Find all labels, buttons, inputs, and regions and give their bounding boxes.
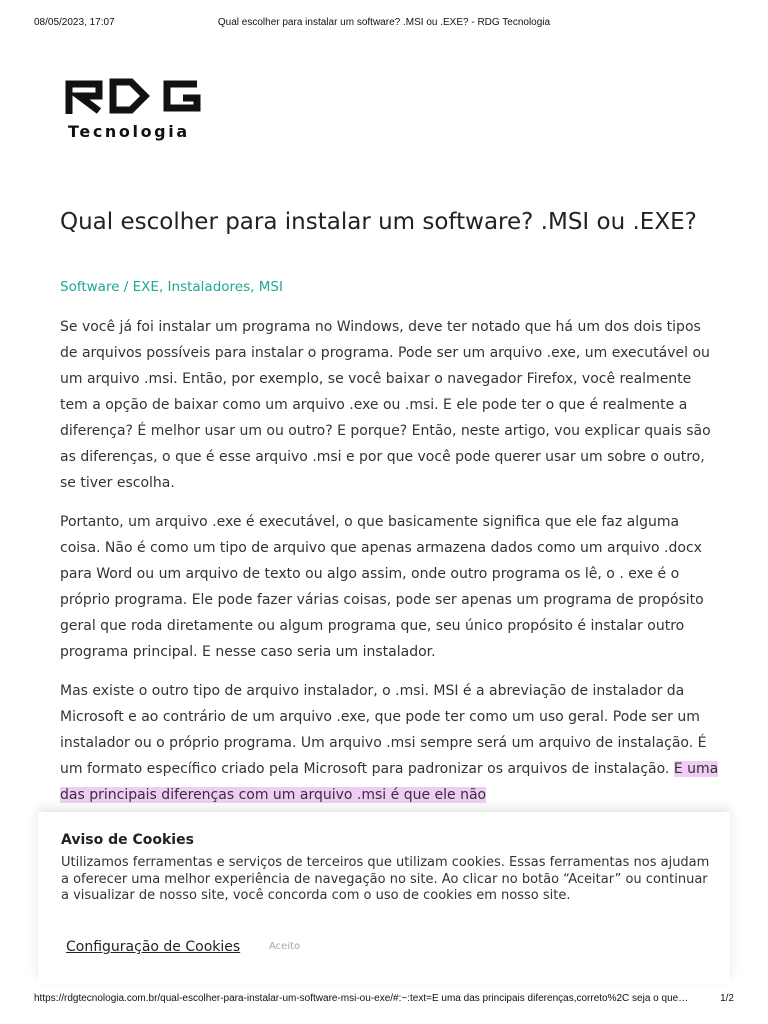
article-categories: Software / EXE, Instaladores, MSI [60, 279, 283, 295]
cookie-banner-title: Aviso de Cookies [61, 832, 194, 848]
rdg-logo-mark [65, 78, 205, 114]
article-paragraph: Portanto, um arquivo .exe é executável, o que basicamente significa que ele faz alguma coisa. Não é como um tipo de arquivo que apenas armazena dados como um arquivo .docx para Word ou um arquivo de texto ou algo assim, onde outro programa os lê, o . exe é o próprio programa. Ele pode fazer várias coisas, pode ser apenas um programa de propósito geral que roda diretamente ou algum programa que, seu único propósito é instalar outro programa principal. E nesse caso seria um instalador. [60, 514, 704, 660]
print-page-number: 1/2 [720, 993, 734, 1004]
cookie-banner [38, 812, 730, 984]
print-header [34, 17, 734, 31]
cookie-banner-text: Utilizamos ferramentas e serviços de terceiros que utilizam cookies. Essas ferramentas nos ajudam a oferecer uma melhor experiência de navegação no site. Ao clicar no botão “Aceitar” ou continuar a visualizar de nosso site, você concorda com o uso de cookies em nosso site. [61, 855, 710, 903]
print-page-title: Qual escolher para instalar um software? .MSI ou .EXE? - RDG Tecnologia [217, 17, 551, 28]
category-link-software-exe[interactable]: Software / EXE [60, 279, 159, 295]
site-logo[interactable] [60, 68, 210, 150]
category-link-msi[interactable]: MSI [258, 279, 283, 295]
logo-wordmark: Tecnologia [68, 122, 190, 141]
article-title: Qual escolher para instalar um software? .MSI ou .EXE? [60, 209, 697, 235]
paragraph-text: Mas existe o outro tipo de arquivo instalador, o .msi. MSI é a abreviação de instalador da Microsoft e ao contrário de um arquivo .exe, que pode ter como um uso geral. Pode ser um instalador ou o próprio programa. Um arquivo .msi sempre será um arquivo de instalação. É um formato específico criado pela Microsoft para padronizar os arquivos de instalação. [60, 683, 707, 777]
print-footer [34, 993, 734, 1007]
print-url: https://rdgtecnologia.com.br/qual-escolher-para-instalar-um-software-msi-ou-exe/#:~:text=E uma das principais diferenças,correto%2C seja o que… [34, 993, 689, 1004]
article-body [60, 314, 720, 821]
article-paragraph [60, 678, 720, 808]
cookie-settings-link[interactable]: Configuração de Cookies [66, 939, 241, 955]
article-paragraph: Se você já foi instalar um programa no Windows, deve ter notado que há um dos dois tipos de arquivos possíveis para instalar o programa. Pode ser um arquivo .exe, um executável ou um arquivo .msi. Então, por exemplo, se você baixar o navegador Firefox, você realmente tem a opção de baixar como um arquivo .exe ou .msi. E ele pode ter o que é realmente a diferença? É melhor usar um ou outro? E porque? Então, neste artigo, vou explicar quais são as diferenças, o que é esse arquivo .msi e por que você pode querer usar um sobre o outro, se tiver escolha. [60, 319, 711, 491]
category-link-instaladores[interactable]: Instaladores [167, 279, 251, 295]
cookie-accept-button[interactable]: Aceito [269, 941, 301, 952]
highlighted-text: E uma das principais diferenças com um arquivo .msi é que ele não [60, 761, 719, 803]
print-datetime: 08/05/2023, 17:07 [34, 17, 115, 28]
